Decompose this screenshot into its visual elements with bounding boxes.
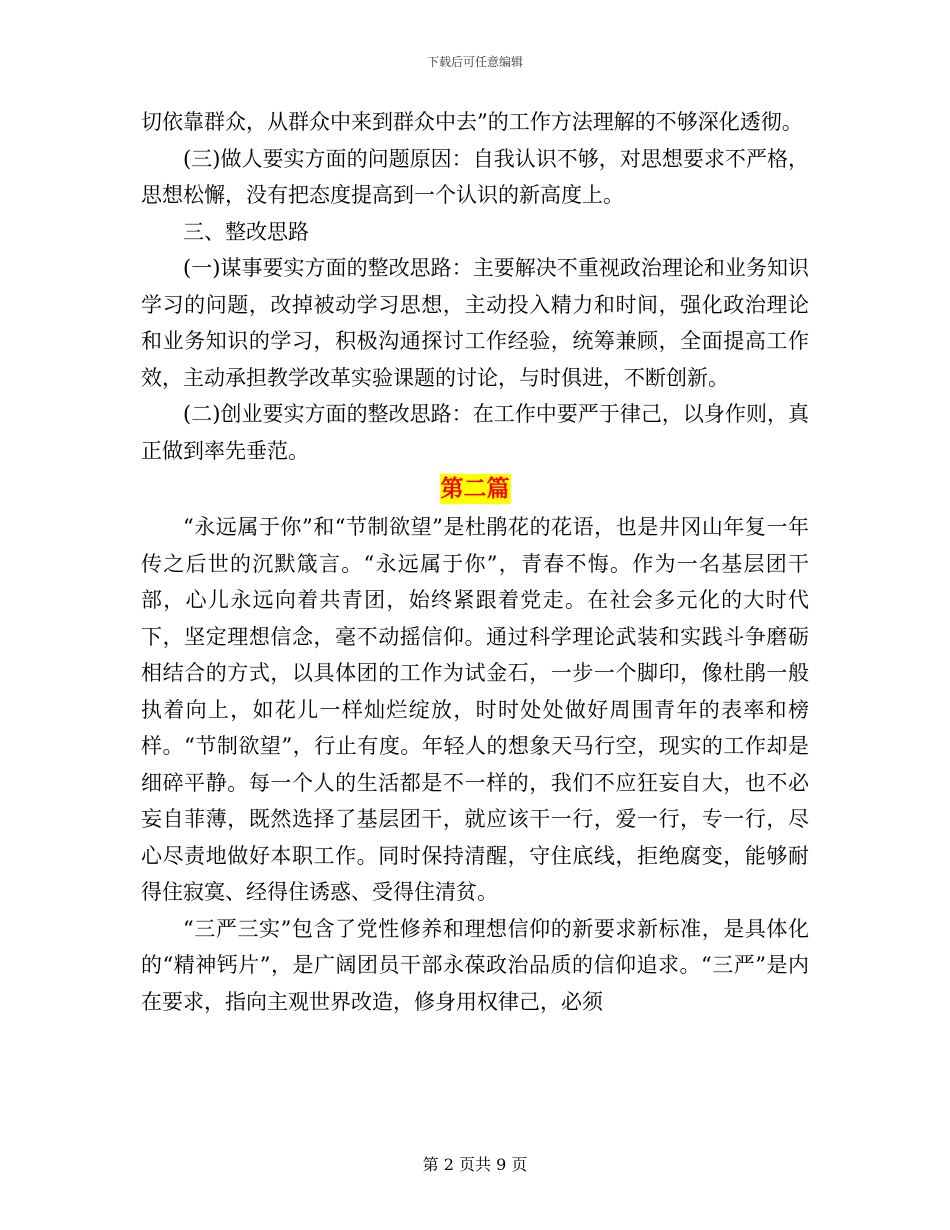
paragraph: 切依靠群众，从群众中来到群众中去”的工作方法理解的不够深化透彻。 bbox=[141, 110, 803, 134]
document-body bbox=[141, 104, 809, 1020]
paragraph: “三严三实”包含了党性修养和理想信仰的新要求新标准，是具体化的“精神钙片”，是广阔团员干部永葆政治品质的信仰追求。“三严”是内在要求，指向主观世界改造，修身用权律己，必须 bbox=[141, 916, 809, 1014]
paragraph: “永远属于你”和“节制欲望”是杜鹃花的花语，也是井冈山年复一年传之后世的沉默箴言。“永远属于你”，青春不悔。作为一名基层团干部，心儿永远向着共青团，始终紧跟着党走。在社会多元化的大时代下，坚定理想信念，毫不动摇信仰。通过科学理论武装和实践斗争磨砺相结合的方式，以具体团的工作为试金石，一步一个脚印，像杜鹃一般执着向上，如花儿一样灿烂绽放，时时处处做好周围青年的表率和榜样。“节制欲望”，行止有度。年轻人的想象天马行空，现实的工作却是细碎平静。每一个人的生活都是不一样的，我们不应狂妄自大，也不必妄自菲薄，既然选择了基层团干，就应该干一行，爱一行，专一行，尽心尽责地做好本职工作。同时保持清醒，守住底线，拒绝腐变，能够耐得住寂寞、经得住诱惑、受得住清贫。 bbox=[141, 515, 809, 904]
page-header: 下载后可任意编辑 bbox=[426, 55, 523, 69]
paragraph: (二)创业要实方面的整改思路：在工作中要严于律己，以身作则，真正做到率先垂范。 bbox=[141, 402, 809, 463]
section-heading: 三、整改思路 bbox=[183, 219, 309, 244]
section-title-container bbox=[141, 471, 809, 509]
paragraph: (一)谋事要实方面的整改思路：主要解决不重视政治理论和业务知识学习的问题，改掉被动学习思想，主动投入精力和时间，强化政治理论和业务知识的学习，积极沟通探讨工作经验，统筹兼顾，全面提高工作效，主动承担教学改革实验课题的讨论，与时俱进，不断创新。 bbox=[141, 256, 809, 390]
paragraph: (三)做人要实方面的问题原因：自我认识不够，对思想要求不严格，思想松懈，没有把态度提高到一个认识的新高度上。 bbox=[141, 146, 809, 207]
page-footer: 第 2 页共 9 页 bbox=[422, 1155, 528, 1174]
section-title: 第二篇 bbox=[440, 475, 510, 502]
